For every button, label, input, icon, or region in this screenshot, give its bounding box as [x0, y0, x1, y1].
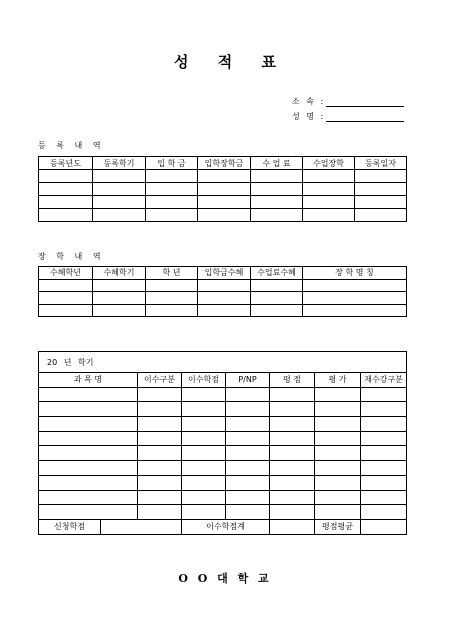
- table-cell: [182, 387, 226, 402]
- table-row: [39, 170, 407, 183]
- table-cell: [146, 196, 198, 209]
- registration-section-title: 등 록 내 역: [38, 141, 105, 150]
- table-cell: [226, 387, 270, 402]
- registration-body: [39, 170, 407, 222]
- table-cell: [39, 292, 93, 305]
- table-cell: [146, 279, 198, 292]
- table-cell: [93, 196, 146, 209]
- table-cell: [303, 279, 407, 292]
- registration-header-cell: 등록일자: [355, 157, 407, 170]
- table-row: [39, 387, 407, 402]
- table-cell: [361, 475, 407, 490]
- scholarship-header-row: [39, 267, 407, 280]
- semester-row: [39, 352, 407, 373]
- table-cell: [39, 417, 138, 432]
- table-row: [39, 304, 407, 317]
- table-cell: [138, 402, 182, 417]
- registration-header-cell: 등록년도: [39, 157, 93, 170]
- table-cell: [39, 279, 93, 292]
- registration-header-cell: 입 학 금: [146, 157, 198, 170]
- grades-table: [38, 351, 407, 535]
- grades-header-cell: 평 점: [270, 373, 315, 388]
- table-cell: [138, 431, 182, 446]
- table-cell: [93, 183, 146, 196]
- grades-header-cell: 이수구분: [138, 373, 182, 388]
- table-cell: [39, 183, 93, 196]
- table-cell: [146, 209, 198, 222]
- table-cell: [303, 304, 407, 317]
- scholarship-header-cell: 수업료수혜: [251, 267, 303, 280]
- scholarship-header-cell: 수혜학기: [93, 267, 146, 280]
- table-row: [39, 417, 407, 432]
- table-cell: [138, 490, 182, 505]
- grades-header-row: [39, 373, 407, 388]
- table-cell: [39, 490, 138, 505]
- table-row: [39, 196, 407, 209]
- table-cell: [39, 387, 138, 402]
- table-row: [39, 475, 407, 490]
- table-cell: [93, 170, 146, 183]
- table-cell: [39, 461, 138, 476]
- table-cell: [93, 304, 146, 317]
- affiliation-line: [326, 106, 404, 107]
- table-cell: [39, 446, 138, 461]
- table-row: [39, 279, 407, 292]
- table-cell: [251, 279, 303, 292]
- table-cell: [39, 475, 138, 490]
- university-name: O O 대 학 교: [178, 572, 272, 585]
- table-cell: [146, 183, 198, 196]
- table-cell: [315, 387, 361, 402]
- table-cell: [182, 490, 226, 505]
- completed-total-label: 이수학점계: [182, 519, 270, 534]
- table-cell: [226, 417, 270, 432]
- grades-header-cell: 재수강구분: [361, 373, 407, 388]
- table-cell: [251, 170, 303, 183]
- grades-body: [39, 387, 407, 519]
- scholarship-body: [39, 279, 407, 317]
- table-cell: [251, 196, 303, 209]
- name-label: 성 명 :: [292, 112, 326, 121]
- table-cell: [315, 475, 361, 490]
- table-cell: [270, 431, 315, 446]
- registration-header-cell: 수 업 료: [251, 157, 303, 170]
- table-cell: [226, 431, 270, 446]
- table-cell: [198, 292, 251, 305]
- table-row: [39, 183, 407, 196]
- table-cell: [251, 209, 303, 222]
- table-cell: [361, 417, 407, 432]
- table-cell: [198, 304, 251, 317]
- table-cell: [138, 505, 182, 520]
- table-cell: [39, 209, 93, 222]
- table-cell: [315, 505, 361, 520]
- table-cell: [251, 304, 303, 317]
- table-cell: [182, 461, 226, 476]
- scholarship-table: [38, 266, 407, 317]
- gpa-label: 평점평균: [315, 519, 361, 534]
- table-row: [39, 402, 407, 417]
- gpa-value: [361, 519, 407, 534]
- table-cell: [361, 490, 407, 505]
- table-cell: [355, 183, 407, 196]
- table-cell: [93, 292, 146, 305]
- table-cell: [146, 304, 198, 317]
- scholarship-header-cell: 수혜학년: [39, 267, 93, 280]
- table-cell: [198, 183, 251, 196]
- table-cell: [361, 387, 407, 402]
- table-cell: [138, 461, 182, 476]
- table-row: [39, 431, 407, 446]
- table-cell: [270, 505, 315, 520]
- table-cell: [226, 490, 270, 505]
- grades-header-cell: 이수학점: [182, 373, 226, 388]
- registration-header-cell: 입학장학금: [198, 157, 251, 170]
- table-cell: [182, 475, 226, 490]
- table-cell: [182, 431, 226, 446]
- table-cell: [361, 431, 407, 446]
- table-cell: [361, 402, 407, 417]
- scholarship-header-cell: 입학금수혜: [198, 267, 251, 280]
- grades-footer-row: [39, 519, 407, 534]
- table-cell: [138, 446, 182, 461]
- table-cell: [39, 431, 138, 446]
- table-cell: [303, 196, 355, 209]
- table-cell: [146, 292, 198, 305]
- table-cell: [315, 417, 361, 432]
- scholarship-section-title: 장 학 내 역: [38, 252, 105, 261]
- name-line: [326, 121, 404, 122]
- table-row: [39, 461, 407, 476]
- table-cell: [39, 402, 138, 417]
- table-cell: [315, 461, 361, 476]
- table-cell: [361, 446, 407, 461]
- table-cell: [182, 505, 226, 520]
- table-cell: [146, 170, 198, 183]
- table-row: [39, 446, 407, 461]
- table-cell: [182, 417, 226, 432]
- applied-credits-value: [101, 519, 182, 534]
- scholarship-header-cell: 학 년: [146, 267, 198, 280]
- table-row: [39, 490, 407, 505]
- table-cell: [226, 461, 270, 476]
- page-title: 성 적 표: [174, 53, 288, 71]
- name-field: [292, 111, 326, 123]
- table-cell: [355, 209, 407, 222]
- table-cell: [315, 402, 361, 417]
- table-cell: [226, 402, 270, 417]
- table-cell: [138, 475, 182, 490]
- table-cell: [93, 209, 146, 222]
- grades-header-cell: P/NP: [226, 373, 270, 388]
- registration-header-row: [39, 157, 407, 170]
- table-cell: [226, 505, 270, 520]
- table-cell: [39, 196, 93, 209]
- table-row: [39, 209, 407, 222]
- table-cell: [182, 402, 226, 417]
- table-cell: [315, 490, 361, 505]
- table-cell: [270, 387, 315, 402]
- table-cell: [138, 417, 182, 432]
- table-cell: [303, 170, 355, 183]
- table-cell: [39, 505, 138, 520]
- table-cell: [198, 196, 251, 209]
- table-cell: [93, 279, 146, 292]
- table-cell: [303, 183, 355, 196]
- table-cell: [303, 292, 407, 305]
- table-cell: [251, 183, 303, 196]
- table-cell: [355, 170, 407, 183]
- table-cell: [138, 387, 182, 402]
- table-cell: [39, 304, 93, 317]
- table-cell: [226, 446, 270, 461]
- completed-total-value: [270, 519, 315, 534]
- table-cell: [270, 446, 315, 461]
- table-cell: [355, 196, 407, 209]
- semester-label: 20 년 학기: [39, 352, 407, 373]
- table-cell: [270, 402, 315, 417]
- affiliation-label: 소 속 :: [292, 97, 326, 106]
- table-cell: [270, 461, 315, 476]
- affiliation-field: [292, 96, 326, 108]
- grades-header-cell: 과 목 명: [39, 373, 138, 388]
- registration-header-cell: 등록학기: [93, 157, 146, 170]
- applied-credits-label: 신청학점: [39, 519, 101, 534]
- table-cell: [303, 209, 355, 222]
- registration-header-cell: 수업장학: [303, 157, 355, 170]
- table-row: [39, 292, 407, 305]
- table-cell: [226, 475, 270, 490]
- table-cell: [270, 417, 315, 432]
- table-cell: [182, 446, 226, 461]
- table-row: [39, 505, 407, 520]
- table-cell: [39, 170, 93, 183]
- table-cell: [315, 446, 361, 461]
- grades-header-cell: 평 가: [315, 373, 361, 388]
- table-cell: [198, 209, 251, 222]
- table-cell: [251, 292, 303, 305]
- table-cell: [361, 505, 407, 520]
- table-cell: [198, 170, 251, 183]
- table-cell: [198, 279, 251, 292]
- table-cell: [270, 475, 315, 490]
- registration-table: [38, 156, 407, 222]
- table-cell: [361, 461, 407, 476]
- table-cell: [270, 490, 315, 505]
- scholarship-header-cell: 장 학 명 칭: [303, 267, 407, 280]
- table-cell: [315, 431, 361, 446]
